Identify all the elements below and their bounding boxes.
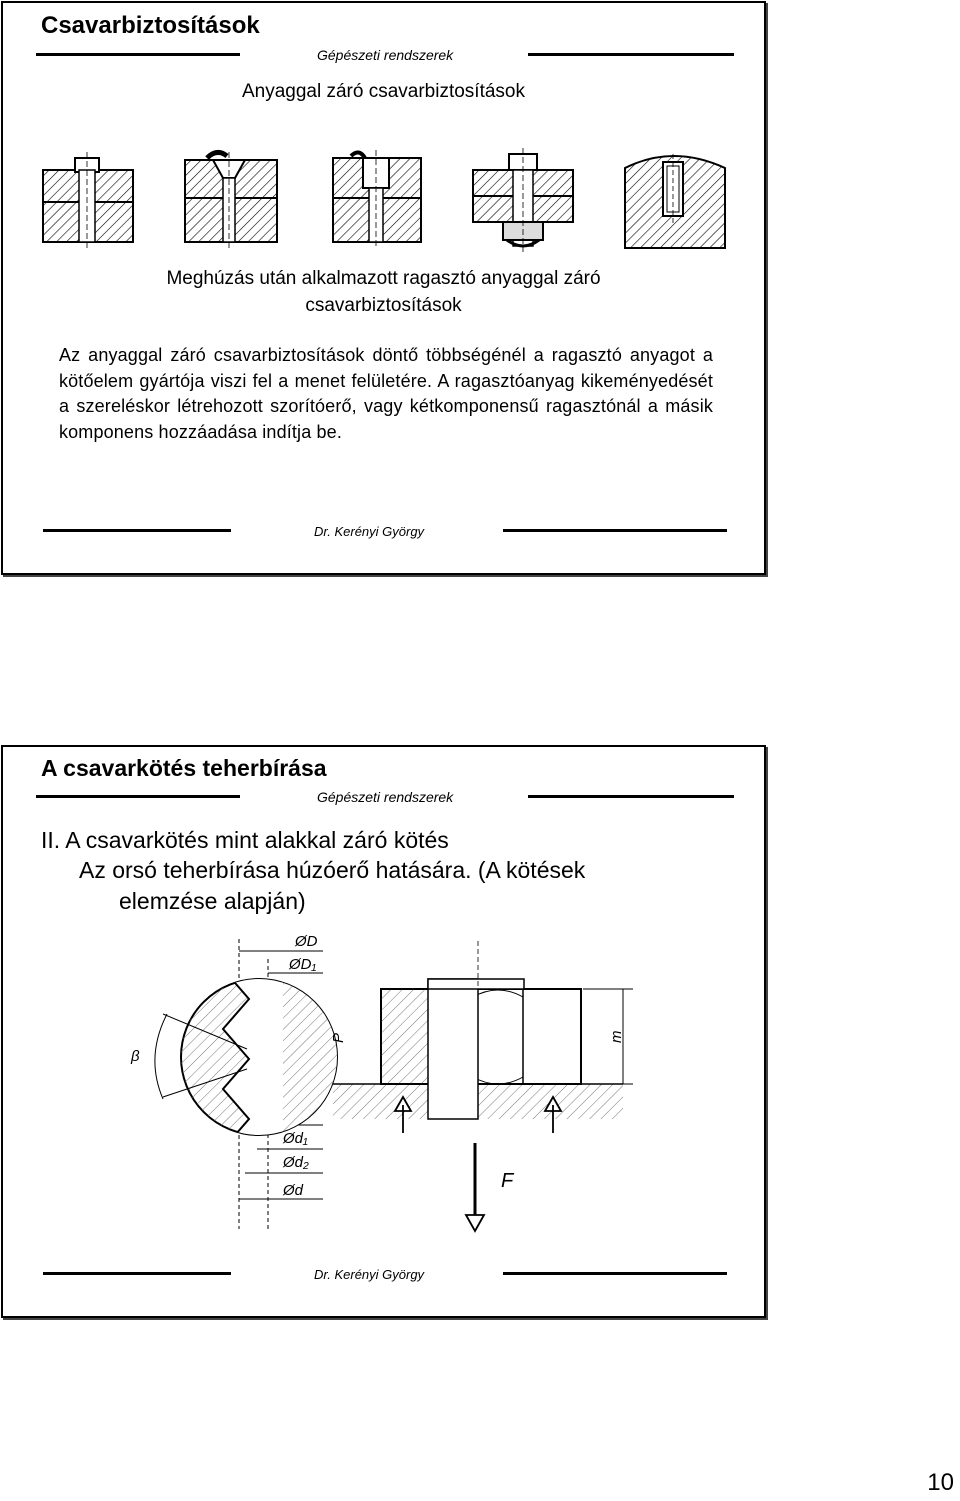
footer-rule-left bbox=[43, 1272, 231, 1275]
figure-caption bbox=[3, 265, 764, 319]
label-d1: Ød₁ bbox=[283, 1130, 308, 1147]
header-rule-right bbox=[528, 53, 734, 56]
footer-rule-right bbox=[503, 529, 727, 532]
drawing-set-screw-in-ring bbox=[625, 154, 725, 248]
figure-caption-line-1: Meghúzás után alkalmazott ragasztó anyaggal záró bbox=[166, 268, 601, 289]
footer-rule-right bbox=[503, 1272, 727, 1275]
drawing-countersunk-screw bbox=[185, 152, 277, 248]
header-rule-left bbox=[36, 53, 240, 56]
label-D: ØD bbox=[295, 933, 318, 950]
drawing-bolt-with-nut bbox=[473, 148, 573, 252]
thread-locking-drawings bbox=[41, 148, 731, 253]
author-label: Dr. Kerényi György bbox=[314, 1267, 425, 1282]
figure-caption-line-2: csavarbiztosítások bbox=[305, 295, 462, 316]
label-d: Ød bbox=[283, 1182, 304, 1199]
label-beta: β bbox=[131, 1048, 140, 1065]
label-P: P bbox=[330, 1032, 347, 1043]
header-rule-right bbox=[528, 795, 734, 798]
text-line-2: Az orsó teherbírása húzóerő hatására. (A kötések bbox=[79, 857, 586, 883]
text-line-3: elemzése alapján) bbox=[119, 888, 306, 914]
slide-1 bbox=[1, 1, 766, 575]
header-rule-left bbox=[36, 795, 240, 798]
slide-title: A csavarkötés teherbírása bbox=[41, 755, 327, 781]
slide-2 bbox=[1, 745, 766, 1318]
section-heading: Anyaggal záró csavarbiztosítások bbox=[241, 81, 526, 102]
footer-rule-left bbox=[43, 529, 231, 532]
author-label: Dr. Kerényi György bbox=[314, 524, 425, 539]
label-D1: ØD₁ bbox=[289, 956, 317, 973]
subject-label: Gépészeti rendszerek bbox=[317, 789, 454, 805]
thread-load-drawing bbox=[123, 929, 643, 1239]
body-paragraph: Az anyaggal záró csavarbiztosítások döntő többségénél a ragasztó anyagot a kötőelem gyártója viszi fel a menet felületére. A ragasztóanyag kikeményedését a szereléskor létrehozott szorítóerő, vagy kétkomponensű ragasztónál a másik komponens hozzáadása indítja be. bbox=[59, 345, 713, 442]
subject-label: Gépészeti rendszerek bbox=[317, 47, 454, 63]
drawing-socket-screw bbox=[333, 150, 421, 248]
label-F: F bbox=[501, 1170, 514, 1192]
page-number: 10 bbox=[927, 1469, 954, 1496]
label-d2: Ød₂ bbox=[283, 1154, 309, 1171]
text-line-1: II. A csavarkötés mint alakkal záró kötés bbox=[41, 827, 449, 853]
label-m: m bbox=[608, 1030, 625, 1043]
slide-title: Csavarbiztosítások bbox=[41, 12, 260, 39]
drawing-cap-screw-1 bbox=[43, 152, 133, 248]
